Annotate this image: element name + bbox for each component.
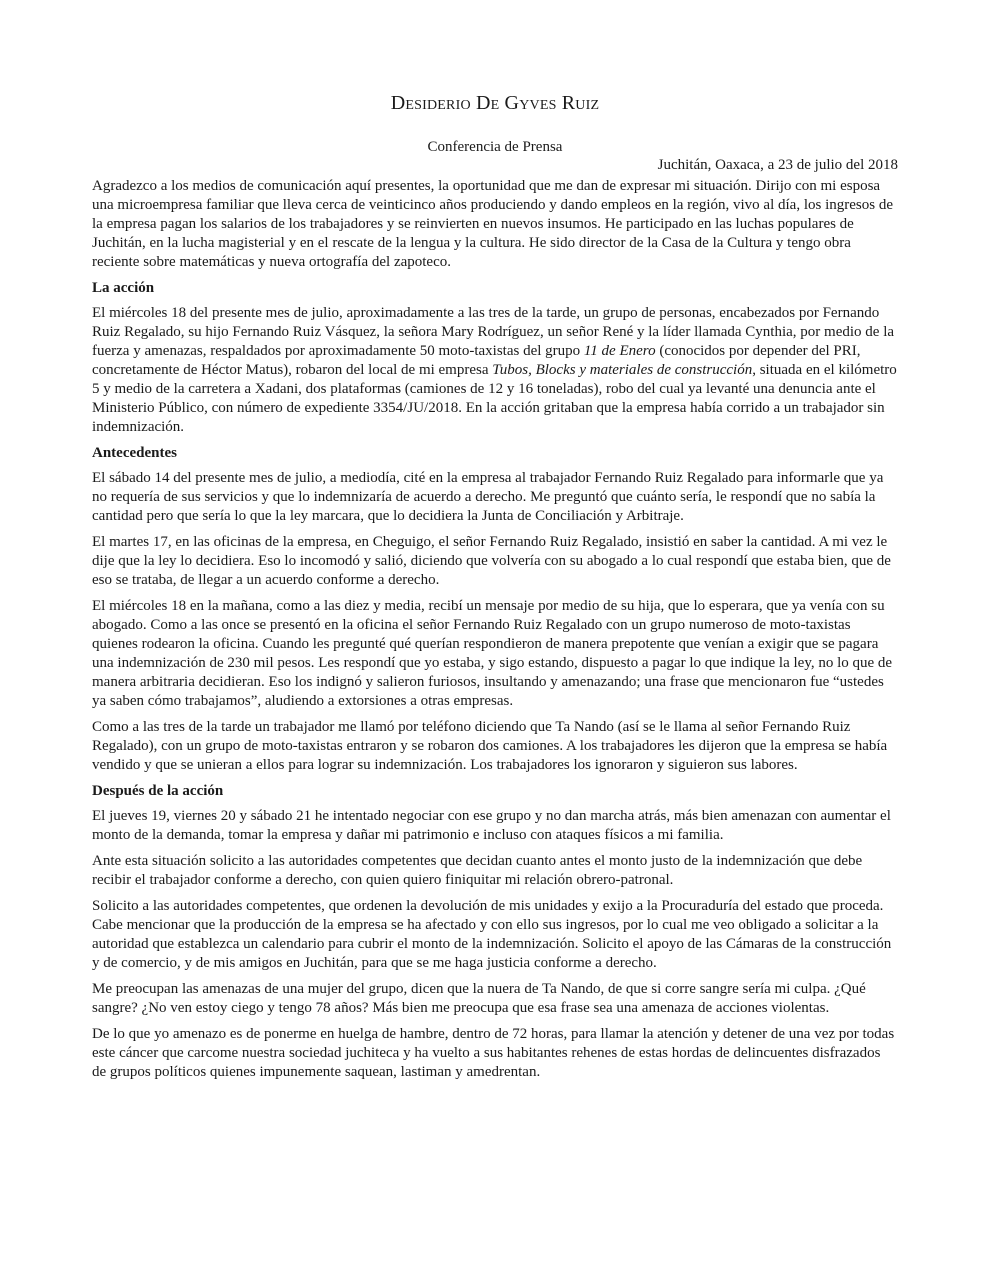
intro-paragraph: Agradezco a los medios de comunicación aquí presentes, la oportunidad que me dan de expresar mi situación. Dirijo con mi esposa una microempresa familiar que lleva cerca de veinticinco años produciendo y dando empleos en la región, vivo al día, los ingresos de la empresa pagan los salarios de los trabajadores y se reinvierten en nuevos insumos. He participado en las luchas populares de Juchitán, en la lucha magisterial y en el rescate de la lengua y la cultura. He sido director de la Casa de la Cultura y tengo obra reciente sobre matemáticas y nueva ortografía del zapoteco. [92, 178, 893, 270]
despues-paragraph-4: Me preocupan las amenazas de una mujer del grupo, dicen que la nuera de Ta Nando, de que si corre sangre sería mi culpa. ¿Qué sangre? ¿No ven estoy ciego y tengo 78 años? Más bien me preocupa que esa frase sea una amenaza de acciones violentas. [92, 981, 866, 1016]
accion-text-b: (conocidos por depender del PRI, concretamente de Héctor Matus), robaron del local de mi empresa [92, 343, 861, 378]
antecedentes-paragraph-4: Como a las tres de la tarde un trabajador me llamó por teléfono diciendo que Ta Nando (así se le llama al señor Fernando Ruiz Regalado), con un grupo de moto-taxistas entraron y se robaron dos camiones. A los trabajadores les dijeron que la empresa se había vendido y que se unieran a ellos para lograr su indemnización. Los trabajadores los ignoraron y siguieron sus labores. [92, 719, 888, 773]
antecedentes-paragraph-1: El sábado 14 del presente mes de julio, a mediodía, cité en la empresa al trabajador Fernando Ruiz Regalado para informarle que ya no requería de sus servicios y que lo indemnizaría de acuerdo a derecho. Me preguntó que cuánto sería, le respondí que no sabía la cantidad pero que sería lo que la ley marcara, que lo decidiera la Junta de Conciliación y Arbitraje. [92, 470, 884, 524]
author-title: Desiderio De Gyves Ruiz [390, 92, 600, 114]
section-heading-la-accion: La acción [92, 280, 155, 296]
section-heading-despues: Después de la acción [92, 783, 224, 799]
company-name: Tubos, Blocks y materiales de construcción [492, 362, 753, 378]
section-heading-antecedentes: Antecedentes [92, 445, 177, 461]
despues-paragraph-3: Solicito a las autoridades competentes, que ordenen la devolución de mis unidades y exijo a la Procuraduría del estado que proceda. Cabe mencionar que la producción de la empresa se ha afectado y con ello sus ingresos, por lo cual me veo obligado a solicitar a la autoridad que establezca un calendario para cubrir el monto de la indemnización. Solicito el apoyo de las Cámaras de la construcción y de comercio, y de mis amigos en Juchitán, para que se me haga justicia conforme a derecho. [92, 898, 892, 971]
antecedentes-paragraph-3: El miércoles 18 en la mañana, como a las diez y media, recibí un mensaje por medio de su hija, que lo esperara, que ya venía con su abogado. Como a las once se presentó en la oficina el señor Fernando Ruiz Regalado con un grupo numeroso de moto-taxistas quienes rodearon la oficina. Cuando les pregunté qué querían respondieron de manera prepotente que venían a exigir que se pagara una indemnización de 230 mil pesos. Les respondí que yo estaba, y sigo estando, dispuesto a pagar lo que indique la ley, no lo que de manera arbitraria decidieran. Eso los indignó y salieron furiosos, insultando y amenazando; una frase que mencionaron fue “ustedes ya saben cómo trabajamos”, aludiendo a extorsiones a otras empresas. [92, 598, 893, 709]
accion-text-c: , situada en el kilómetro 5 y medio de la carretera a Xadani, dos plataformas (camiones de 12 y 16 toneladas), robo del cual ya levanté una denuncia ante el Ministerio Público, con número de expediente 3354/JU/2018. En la acción gritaban que la empresa había corrido a un trabajador sin indemnización. [92, 362, 897, 435]
accion-text-a: El miércoles 18 del presente mes de julio, aproximadamente a las tres de la tarde, un grupo de personas, encabezados por Fernando Ruiz Regalado, su hijo Fernando Ruiz Vásquez, la señora Mary Rodríguez, un señor René y la líder llamada Cynthia, por medio de la fuerza y amenazas, respaldados por aproximadamente 50 moto-taxistas del grupo [92, 305, 895, 359]
antecedentes-paragraph-2: El martes 17, en las oficinas de la empresa, en Cheguigo, el señor Fernando Ruiz Regalado, insistió en saber la cantidad. A mi vez le dije que la ley lo decidiera. Eso lo incomodó y salió, diciendo que volvería con su abogado a lo cual respondí que estaba bien, que de eso se trataba, de llegar a un acuerdo conforme a derecho. [92, 534, 891, 588]
despues-paragraph-2: Ante esta situación solicito a las autoridades competentes que decidan cuanto antes el monto justo de la indemnización que debe recibir el trabajador conforme a derecho, con quien quiero finiquitar mi relación obrero-patronal. [92, 853, 863, 888]
despues-paragraph-1: El jueves 19, viernes 20 y sábado 21 he intentado negociar con ese grupo y no dan marcha atrás, más bien amenazan con aumentar el monto de la demanda, tomar la empresa y dañar mi patrimonio e incluso con ataques físicos a mi familia. [92, 808, 891, 843]
despues-paragraph-5: De lo que yo amenazo es de ponerme en huelga de hambre, dentro de 72 horas, para llamar la atención y detener de una vez por todas este cáncer que carcome nuestra sociedad juchiteca y ha vuelto a sus habitantes rehenes de estas hordas de delincuentes disfrazados de grupos políticos quienes impunemente saquean, lastiman y amedrentan. [92, 1026, 895, 1080]
document-page [92, 90, 898, 1089]
accion-paragraph [92, 304, 898, 437]
document-subtitle: Conferencia de Prensa [427, 139, 563, 155]
group-name: 11 de Enero [583, 343, 656, 359]
dateline: Juchitán, Oaxaca, a 23 de julio del 2018 [657, 157, 898, 173]
